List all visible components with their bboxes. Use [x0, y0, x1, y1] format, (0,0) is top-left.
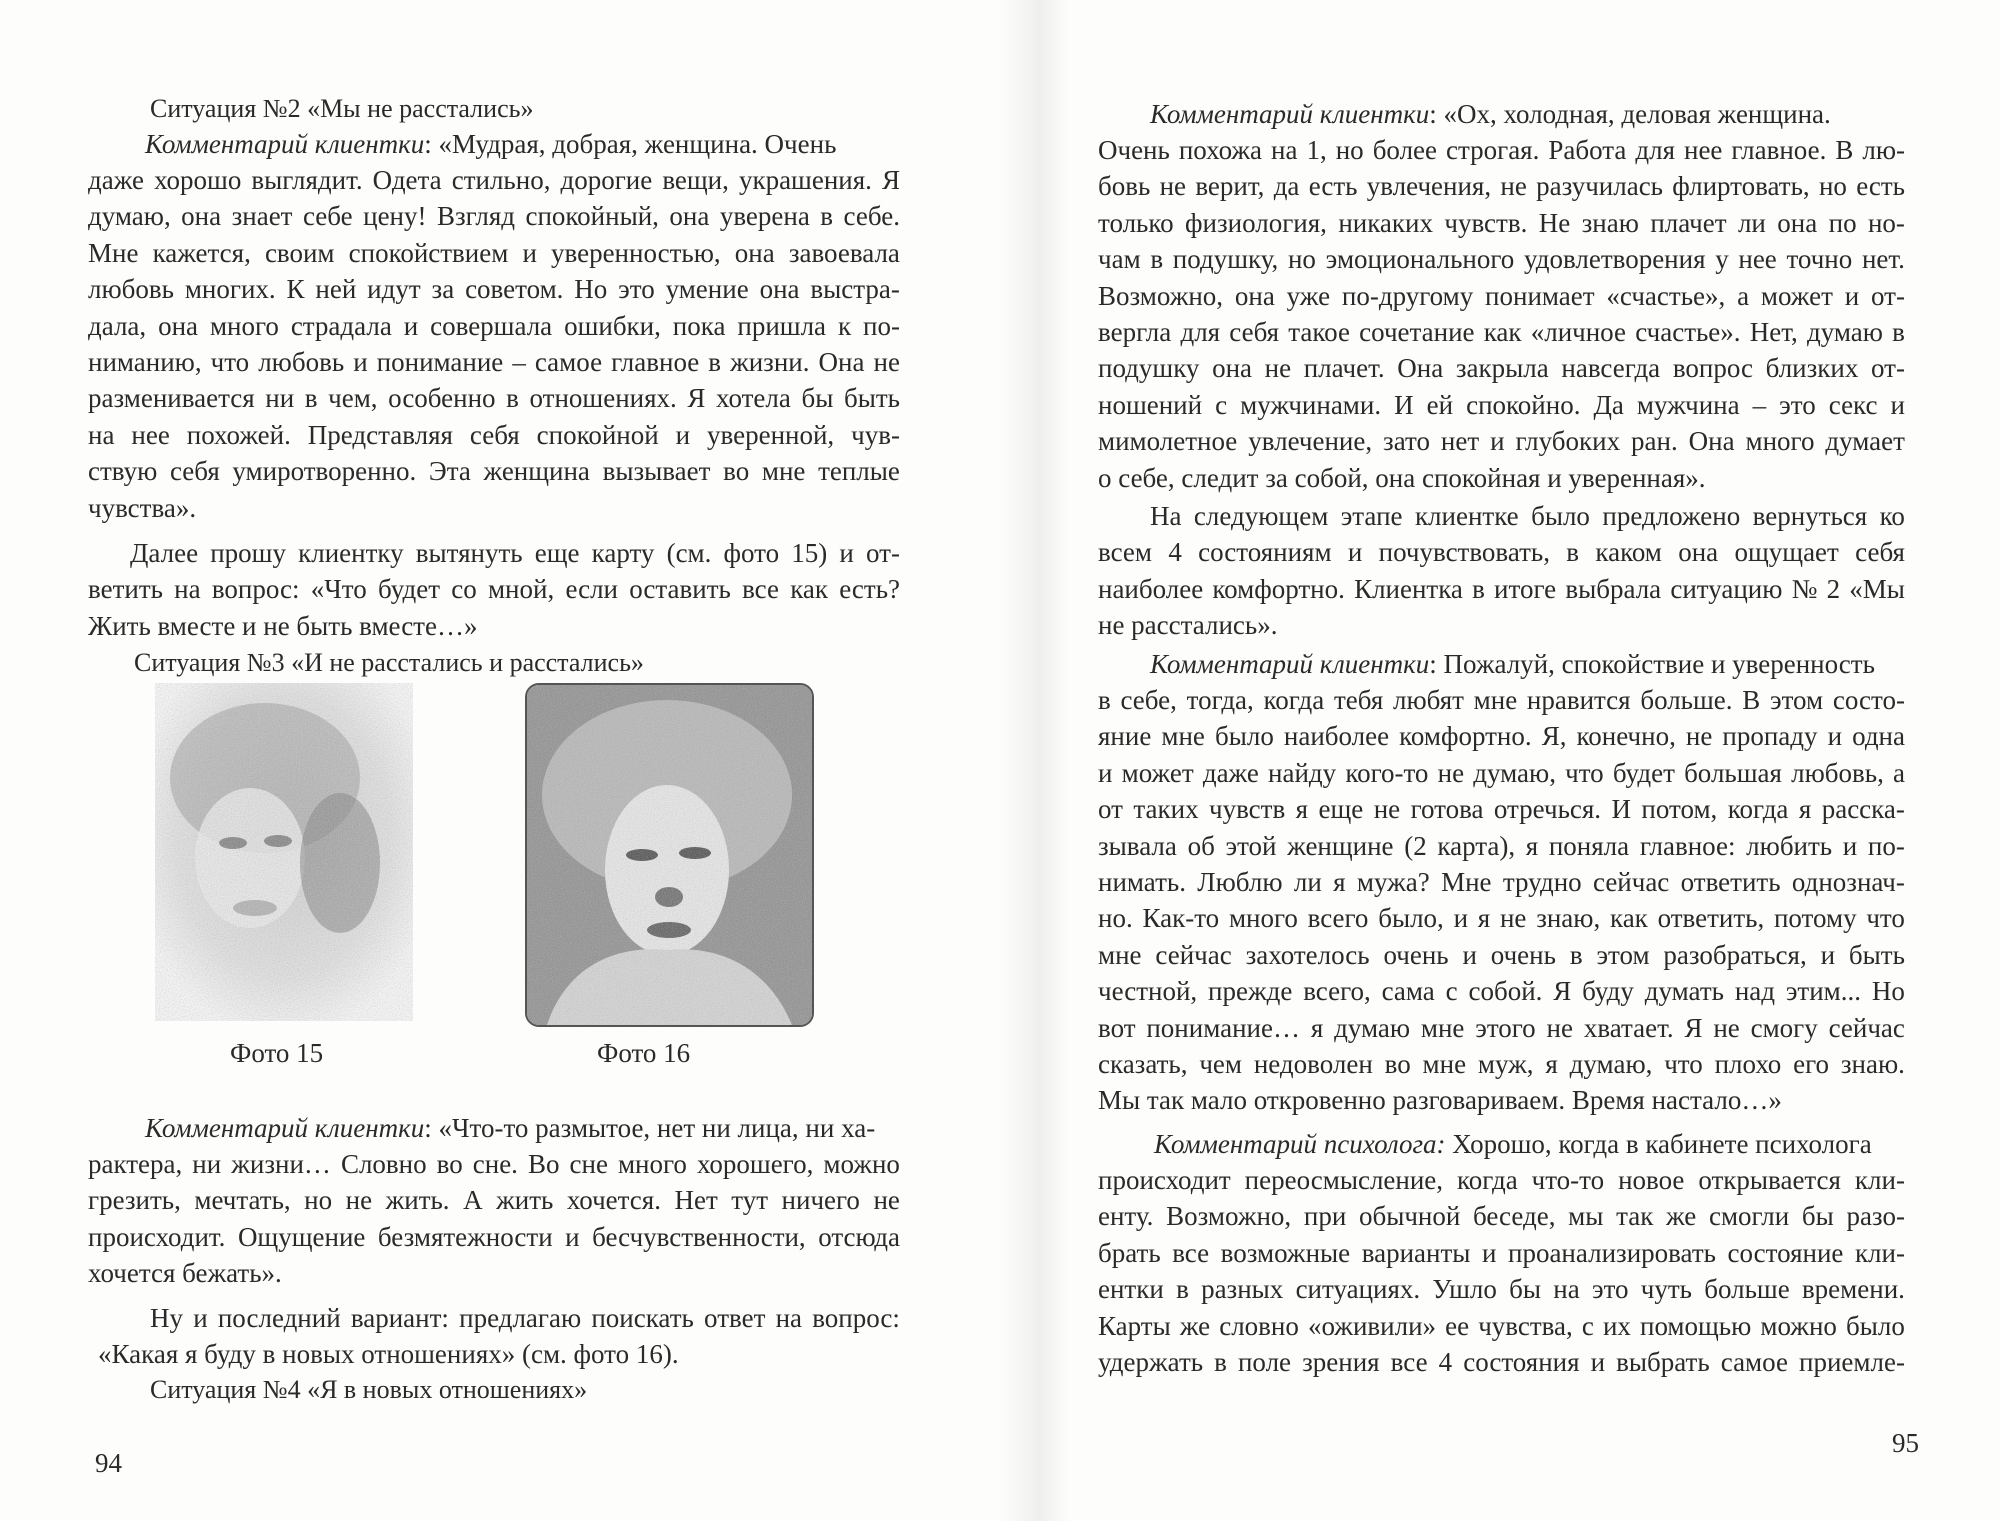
paragraph-line: ствую себя умиротворенно. Эта женщина вызывает во мне теплые: [88, 456, 900, 486]
paragraph-line: Комментарий клиентки: Пожалуй, спокойствие и уверенность: [1150, 649, 1875, 679]
paragraph-line: нимать. Люблю ли я мужа? Мне трудно сейчас ответить однознач-: [1098, 867, 1905, 897]
paragraph-line: дала, она много страдала и совершала ошибки, пока пришла к по-: [88, 311, 900, 341]
paragraph-line: ниманию, что любовь и понимание – самое главное в жизни. Она не: [88, 347, 900, 377]
comment-label: Комментарий клиентки: [145, 1113, 425, 1143]
paragraph-line: сказать, чем недоволен во мне муж, я думаю, что плохо его знаю.: [1098, 1049, 1905, 1079]
paragraph-line: Ну и последний вариант: предлагаю поискать ответ на вопрос:: [150, 1303, 900, 1333]
heading-situation-4: Ситуация №4 «Я в новых отношениях»: [150, 1375, 588, 1404]
paragraph-line: только физиология, никаких чувств. Не знаю плачет ли она по но-: [1098, 208, 1905, 238]
paragraph-line: Комментарий клиентки: «Ох, холодная, деловая женщина.: [1150, 99, 1831, 129]
paragraph-line: На следующем этапе клиентке было предложено вернуться ко: [1150, 501, 1905, 531]
paragraph-last-line: чувства».: [88, 493, 197, 523]
paragraph-line: Возможно, она уже по-другому понимает «счастье», а может и от-: [1098, 281, 1905, 311]
paragraph-line: любовь многих. К ней идут за советом. Но это умение она выстра-: [88, 274, 900, 304]
paragraph-line: мне сейчас захотелось очень и очень в этом разобраться, и быть: [1098, 940, 1905, 970]
paragraph-line: ношений с мужчинами. И ей спокойно. Да мужчина – это секс и: [1098, 390, 1905, 420]
paragraph-last-line: не расстались».: [1098, 610, 1278, 640]
paragraph-line: удержать в поле зрения все 4 состояния и выбрать самое приемле-: [1098, 1347, 1905, 1377]
paragraph-line: в себе, тогда, когда тебя любят мне нравится больше. В этом состо-: [1098, 685, 1905, 715]
paragraph-line: даже хорошо выглядит. Одета стильно, дорогие вещи, украшения. Я: [88, 165, 900, 195]
paragraph-line: от таких чувств я еще не готова отречься. И потом, когда я расска-: [1098, 794, 1905, 824]
paragraph-last-line: Мы так мало откровенно разговариваем. Время настало…»: [1098, 1085, 1782, 1115]
paragraph-line: Далее прошу клиентку вытянуть еще карту (см. фото 15) и от-: [130, 538, 900, 568]
paragraph-line: разменивается ни в чем, особенно в отношениях. Я хотела бы быть: [88, 383, 900, 413]
paragraph-line: но. Как-то много всего было, и я не знаю, как ответить, потому что: [1098, 903, 1905, 933]
paragraph-last-line: Жить вместе и не быть вместе…»: [88, 611, 478, 641]
paragraph-line: всем 4 состояниям и почувствовать, в каком она ощущает себя: [1098, 537, 1905, 567]
heading-situation-2: Ситуация №2 «Мы не расстались»: [150, 94, 534, 123]
paragraph-line: происходит переосмысление, когда что-то новое открывается кли-: [1098, 1165, 1905, 1195]
paragraph-line: яние мне было наиболее комфортно. Я, конечно, не пропаду и одна: [1098, 721, 1905, 751]
paragraph-line: грезить, мечтать, но не жить. А жить хочется. Нет тут ничего не: [88, 1185, 900, 1215]
paragraph-line: вот понимание… я думаю мне этого не хватает. Я не смогу сейчас: [1098, 1013, 1905, 1043]
paragraph-line: Карты же словно «оживили» ее чувства, с их помощью можно было: [1098, 1311, 1905, 1341]
page-number-left: 94: [95, 1448, 122, 1478]
paragraph-line: на нее похожей. Представляя себя спокойной и уверенной, чув-: [88, 420, 900, 450]
heading-situation-3: Ситуация №3 «И не расстались и расстались»: [134, 648, 644, 677]
paragraph-line: Комментарий клиентки: «Мудрая, добрая, женщина. Очень: [145, 129, 837, 159]
paragraph-line: бовь не верит, да есть увлечения, не разучилась флиртовать, но есть: [1098, 171, 1905, 201]
paragraph-line: зывала об этой женщине (2 карта), я поняла главное: любить и по-: [1098, 831, 1905, 861]
photo-16-image: [525, 683, 814, 1027]
photo-15-caption: Фото 15: [230, 1038, 324, 1068]
paragraph-line: рактера, ни жизни… Словно во сне. Во сне много хорошего, можно: [88, 1149, 900, 1179]
paragraph-line: ентки в разных ситуациях. Ушло бы на это чуть больше времени.: [1098, 1274, 1905, 1304]
paragraph-line: и может даже найду кого-то не думаю, что будет большая любовь, а: [1098, 758, 1905, 788]
paragraph-line: енту. Возможно, при обычной беседе, мы так же смогли бы разо-: [1098, 1201, 1905, 1231]
paragraph-line: честной, прежде всего, сама с собой. Я буду думать над этим... Но: [1098, 976, 1905, 1006]
paragraph-line: мимолетное увлечение, зато нет и глубоких ран. Она много думает: [1098, 426, 1905, 456]
paragraph-line: Очень похожа на 1, но более строгая. Работа для нее главное. В лю-: [1098, 135, 1905, 165]
photo-16-caption: Фото 16: [597, 1038, 691, 1068]
paragraph-line: Комментарий клиентки: «Что-то размытое, нет ни лица, ни ха-: [145, 1113, 876, 1143]
paragraph-last-line: хочется бежать».: [88, 1258, 282, 1288]
comment-label: Комментарий клиентки: [1150, 99, 1430, 129]
paragraph-last-line: о себе, следит за собой, она спокойная и уверенная».: [1098, 463, 1706, 493]
paragraph-line: Мне кажется, своим спокойствием и уверенностью, она завоевала: [88, 238, 900, 268]
paragraph-line: брать все возможные варианты и проанализировать состояние кли-: [1098, 1238, 1905, 1268]
paragraph-line: Комментарий психолога: Хорошо, когда в кабинете психолога: [1154, 1129, 1872, 1159]
comment-label: Комментарий психолога:: [1154, 1129, 1446, 1159]
paragraph-line: ветить на вопрос: «Что будет со мной, если оставить все как есть?: [88, 574, 900, 604]
paragraph-line: вергла для себя такое сочетание как «личное счастье». Нет, думаю в: [1098, 317, 1905, 347]
paragraph-line: подушку она не плачет. Она закрыла навсегда вопрос близких от-: [1098, 353, 1905, 383]
photo-15-image: [155, 683, 413, 1021]
paragraph-last-line: «Какая я буду в новых отношениях» (см. фото 16).: [98, 1339, 679, 1369]
comment-label: Комментарий клиентки: [145, 129, 425, 159]
paragraph-line: чам в подушку, но эмоционального удовлетворения у нее точно нет.: [1098, 244, 1905, 274]
comment-label: Комментарий клиентки: [1150, 649, 1430, 679]
paragraph-line: происходит. Ощущение безмятежности и бесчувственности, отсюда: [88, 1222, 900, 1252]
paragraph-line: наиболее комфортно. Клиентка в итоге выбрала ситуацию № 2 «Мы: [1098, 574, 1905, 604]
page-number-right: 95: [1892, 1428, 1919, 1458]
paragraph-line: думаю, она знает себе цену! Взгляд спокойный, она уверена в себе.: [88, 201, 900, 231]
right-page: [1010, 0, 2000, 1521]
